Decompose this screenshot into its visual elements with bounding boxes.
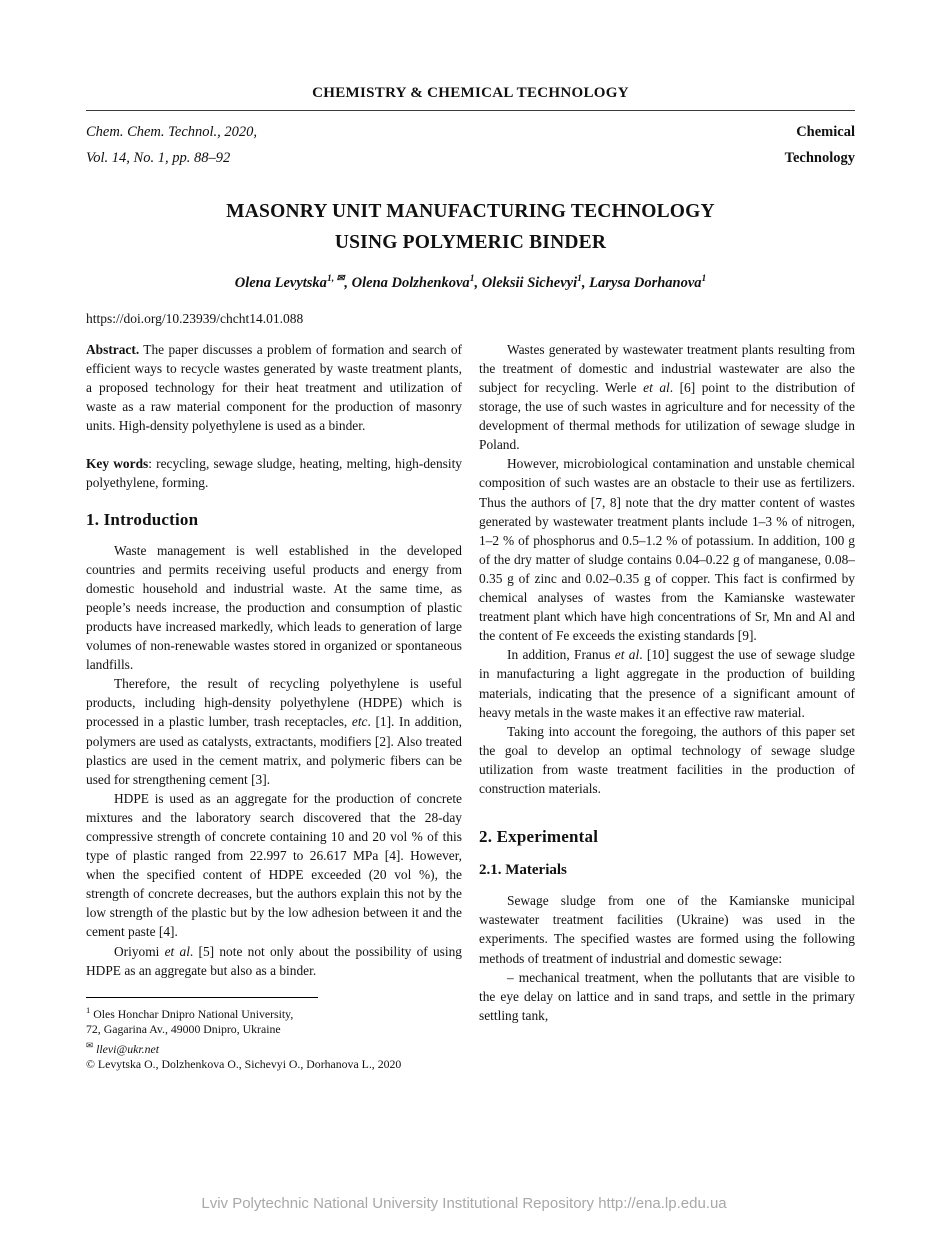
affiliation-line-2: 72, Gagarina Av., 49000 Dnipro, Ukraine bbox=[86, 1022, 281, 1037]
author-superscript: 1 bbox=[701, 274, 707, 284]
article-title-line-1: MASONRY UNIT MANUFACTURING TECHNOLOGY bbox=[226, 201, 715, 222]
author-line bbox=[86, 273, 855, 292]
article-title-line-2: USING POLYMERIC BINDER bbox=[334, 232, 607, 253]
two-column-body bbox=[86, 340, 855, 1073]
body-paragraph: Waste management is well established in the developed countries and permits receiving useful products and energy from domestic household and industrial waste. At the same time, as people’s needs increase, the production and consumption of plastic products have increased markedly, which leads to generation of large volumes of non-renewable wastes stored in organized or spontaneous landfills. bbox=[86, 542, 462, 673]
author-superscript: 1, ✉ bbox=[326, 274, 345, 284]
keywords-paragraph bbox=[86, 454, 462, 492]
paragraph-segment: . [10] suggest the use of sewage sludge in manufacturing a light aggregate in the production of building materials, indicating that the presence of a significant amount of heavy metals in the waste makes it an effective raw material. bbox=[479, 647, 855, 720]
body-paragraph bbox=[86, 674, 462, 789]
article-title bbox=[86, 196, 855, 258]
abstract-label: Abstract. bbox=[86, 341, 140, 357]
materials-subheading: 2.1. Materials bbox=[479, 862, 567, 879]
citation-line-2: Vol. 14, No. 1, pp. 88–92 bbox=[86, 150, 231, 166]
affiliation-text: Oles Honchar Dnipro National University, bbox=[93, 1006, 294, 1021]
author-separator: , bbox=[581, 274, 590, 291]
left-column bbox=[86, 340, 462, 1073]
header-row bbox=[86, 119, 855, 171]
introduction-heading: 1. Introduction bbox=[86, 510, 199, 530]
journal-section-line-2: Technology bbox=[784, 150, 855, 166]
keywords-text: : recycling, sewage sludge, heating, melting, high-density polyethylene, forming. bbox=[86, 456, 463, 491]
keywords-label: Key words bbox=[86, 456, 149, 472]
italic-segment: etc bbox=[351, 714, 368, 730]
italic-etal: et al bbox=[614, 647, 640, 663]
email-address[interactable]: llevi@ukr.net bbox=[96, 1041, 160, 1056]
paragraph-segment: . [6] point to the distribution of storage, the use of such wastes in agriculture and for necessity of the development of thermal methods for utilization of sewage sludge in Poland. bbox=[479, 380, 855, 453]
email-line bbox=[86, 1038, 462, 1058]
body-paragraph: HDPE is used as an aggregate for the production of concrete mixtures and the laboratory search discovered that the 28-day compressive strength of concrete containing 10 and 20 vol % of this type of plastic ranged from 22.997 to 26.617 MPa [4]. However, when the specified content of HDPE exceeded (20 vol %), the strength of concrete decreases, but the authors explain this not by the low strength of the plastic but by the low adhesion between it and the cement paste [4]. bbox=[86, 790, 462, 940]
header-rule bbox=[86, 110, 855, 111]
paragraph-segment: . [1]. In addition, polymers are used as catalysts, extractants, modifiers [2]. Also treated plastics are used in the cement matrix, and polymeric fibers can be used for strengthening cement [3]. bbox=[86, 714, 462, 787]
doi-link[interactable]: https://doi.org/10.23939/chcht14.01.088 bbox=[86, 310, 304, 326]
journal-title: CHEMISTRY & CHEMICAL TECHNOLOGY bbox=[312, 85, 629, 101]
body-paragraph: – mechanical treatment, when the pollutants that are visible to the eye delay on lattice and in sand traps, and settle in the primary settling tank, bbox=[479, 969, 855, 1023]
body-paragraph bbox=[479, 340, 855, 455]
footnote-rule bbox=[86, 997, 318, 998]
body-paragraph: However, microbiological contamination and unstable chemical composition of such wastes are an obstacle to their use as fertilizers. Thus the authors of [7, 8] note that the dry matter content of wastes generated by wastewater treatment plants include 1–3 % of nitrogen, 1–2 % of phosphorus and 0.5–1.2 % of potassium. In addition, 100 g of the dry matter of sludge contains 0.04–0.22 g of manganese, 0.08–0.35 g of zinc and 0.02–0.35 g of copper. This fact is confirmed by chemical analyses of wastes from the Kamianske wastewater treatment plant which have high concentrations of Sr, Mn and Al and the content of Fe exceeds the existing standards [9]. bbox=[479, 456, 855, 644]
affiliation-superscript: 1 bbox=[86, 1004, 91, 1015]
author-separator: , bbox=[344, 274, 352, 291]
body-paragraph bbox=[479, 645, 855, 721]
body-paragraph bbox=[86, 942, 462, 980]
footnote-block bbox=[86, 997, 462, 1073]
abstract-paragraph bbox=[86, 340, 462, 435]
italic-etal: et al bbox=[643, 380, 670, 396]
paragraph-segment: Therefore, the result of recycling polyethylene is useful products, including high-density polyethylene (HDPE) which is processed in a plastic lumber, trash receptacles, bbox=[86, 676, 462, 730]
author-name: Olena Dolzhenkova bbox=[351, 274, 470, 291]
paragraph-segment: . [5] note not only about the possibility of using HDPE as an aggregate but also as a binder. bbox=[86, 943, 462, 978]
paragraph-segment: In addition, Franus bbox=[507, 647, 615, 663]
affiliation-line-1 bbox=[86, 1003, 462, 1023]
experimental-heading: 2. Experimental bbox=[479, 827, 599, 847]
author-name: Olena Levytska bbox=[234, 274, 327, 291]
journal-section-block bbox=[785, 119, 855, 171]
citation-block bbox=[86, 119, 257, 171]
italic-etal: et al bbox=[164, 943, 190, 959]
citation-line-1: Chem. Chem. Technol., 2020, bbox=[86, 124, 258, 140]
author-superscript: 1 bbox=[469, 274, 475, 284]
envelope-icon: ✉ bbox=[86, 1039, 94, 1050]
body-paragraph: Sewage sludge from one of the Kamianske municipal wastewater treatment facilities (Ukraine) was used in the experiments. The specified wastes are formed using the following methods of treatment of industrial and domestic sewage: bbox=[479, 893, 855, 966]
author-separator: , bbox=[474, 274, 482, 291]
copyright-line: © Levytska O., Dolzhenkova O., Sichevyi O., Dorhanova L., 2020 bbox=[86, 1057, 402, 1072]
body-paragraph: Taking into account the foregoing, the authors of this paper set the goal to develop an optimal technology of sewage sludge utilization from waste treatment facilities in the production of construction materials. bbox=[479, 723, 855, 796]
author-name: Larysa Dorhanova bbox=[589, 274, 702, 291]
abstract-text: The paper discusses a problem of formation and search of efficient ways to recycle wastes generated by waste treatment plants, a proposed technology for their heat treatment and utilization of waste as a raw material component for the production of masonry units. High-density polyethylene is used as a binder. bbox=[86, 341, 462, 434]
repository-footer: Lviv Polytechnic National University Institutional Repository http://ena.lp.edu.ua bbox=[201, 1195, 727, 1212]
paragraph-segment: Oriyomi bbox=[114, 943, 165, 959]
author-superscript: 1 bbox=[577, 274, 582, 284]
author-name: Oleksii Sichevyi bbox=[481, 274, 578, 291]
paragraph-segment: Wastes generated by wastewater treatment plants resulting from the treatment of domestic and industrial wastewater are also the subject for recycling. Werle bbox=[479, 341, 855, 396]
journal-section-line-1: Chemical bbox=[796, 124, 855, 140]
right-column bbox=[479, 340, 855, 1073]
